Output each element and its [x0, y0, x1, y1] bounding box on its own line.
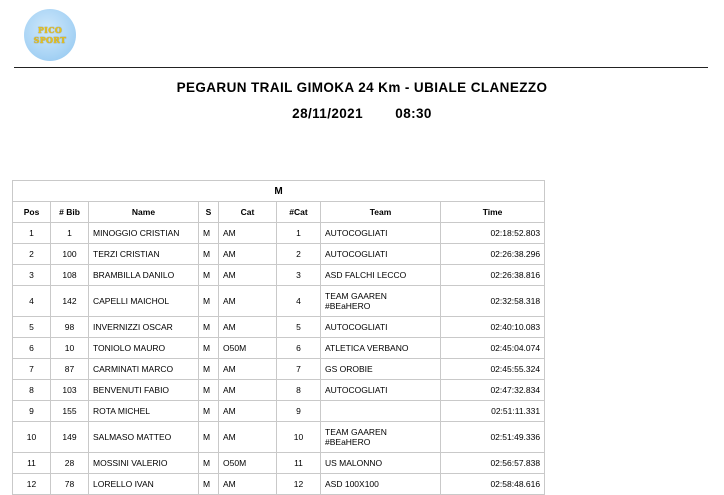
cell-pos: 3 — [13, 265, 51, 286]
cell-team — [321, 401, 441, 422]
cell-sex: M — [199, 380, 219, 401]
cell-sex: M — [199, 422, 219, 453]
event-time: 08:30 — [395, 106, 432, 121]
cell-cat: AM — [219, 474, 277, 495]
cell-team — [321, 223, 441, 244]
team-name-line2: #BEaHERO — [325, 437, 371, 447]
cell-cat-pos: 1 — [277, 223, 321, 244]
cell-bib: 87 — [51, 359, 89, 380]
cell-sex: M — [199, 317, 219, 338]
col-header-bib: # Bib — [51, 202, 89, 223]
cell-sex: M — [199, 338, 219, 359]
cell-name: TONIOLO MAURO — [89, 338, 199, 359]
cell-cat: O50M — [219, 453, 277, 474]
cell-time: 02:51:11.331 — [441, 401, 545, 422]
cell-sex: M — [199, 401, 219, 422]
cell-pos: 5 — [13, 317, 51, 338]
cell-pos: 8 — [13, 380, 51, 401]
cell-cat: AM — [219, 244, 277, 265]
cell-pos: 7 — [13, 359, 51, 380]
cell-cat-pos: 10 — [277, 422, 321, 453]
cell-team — [321, 317, 441, 338]
cell-sex: M — [199, 474, 219, 495]
cell-sex: M — [199, 286, 219, 317]
pico-sport-logo — [24, 9, 76, 61]
cell-cat: AM — [219, 359, 277, 380]
column-header-row — [13, 202, 545, 223]
cell-bib: 100 — [51, 244, 89, 265]
cell-name: MINOGGIO CRISTIAN — [89, 223, 199, 244]
cell-bib: 1 — [51, 223, 89, 244]
cell-time: 02:45:55.324 — [441, 359, 545, 380]
cell-team — [321, 244, 441, 265]
cell-name: BENVENUTI FABIO — [89, 380, 199, 401]
cell-bib: 149 — [51, 422, 89, 453]
cell-cat-pos: 11 — [277, 453, 321, 474]
cell-sex: M — [199, 265, 219, 286]
team-name: US MALONNO — [325, 458, 383, 468]
cell-name: BRAMBILLA DANILO — [89, 265, 199, 286]
col-header-pos: Pos — [13, 202, 51, 223]
team-name: ASD FALCHI LECCO — [325, 270, 407, 280]
cell-bib: 108 — [51, 265, 89, 286]
cell-team — [321, 380, 441, 401]
cell-time: 02:40:10.083 — [441, 317, 545, 338]
cell-time: 02:47:32.834 — [441, 380, 545, 401]
cell-pos: 11 — [13, 453, 51, 474]
table-row — [13, 265, 545, 286]
cell-team — [321, 474, 441, 495]
team-name: TEAM GAAREN — [325, 291, 387, 301]
col-header-cat-pos: #Cat — [277, 202, 321, 223]
cell-bib: 103 — [51, 380, 89, 401]
cell-cat: AM — [219, 380, 277, 401]
cell-cat-pos: 2 — [277, 244, 321, 265]
cell-cat: AM — [219, 286, 277, 317]
table-row — [13, 359, 545, 380]
cell-pos: 10 — [13, 422, 51, 453]
cell-pos: 1 — [13, 223, 51, 244]
cell-name: LORELLO IVAN — [89, 474, 199, 495]
cell-cat: AM — [219, 265, 277, 286]
cell-cat: AM — [219, 401, 277, 422]
cell-name: CARMINATI MARCO — [89, 359, 199, 380]
team-name: ASD 100X100 — [325, 479, 379, 489]
cell-cat: AM — [219, 422, 277, 453]
logo-text-line1: PICO — [37, 25, 63, 35]
cell-time: 02:58:48.616 — [441, 474, 545, 495]
cell-cat-pos: 3 — [277, 265, 321, 286]
cell-pos: 2 — [13, 244, 51, 265]
cell-cat-pos: 12 — [277, 474, 321, 495]
page-title: PEGARUN TRAIL GIMOKA 24 Km - UBIALE CLANEZZO — [176, 80, 548, 95]
cell-time: 02:56:57.838 — [441, 453, 545, 474]
col-header-sex: S — [199, 202, 219, 223]
group-label: M — [13, 181, 545, 202]
cell-bib: 98 — [51, 317, 89, 338]
results-body — [13, 223, 545, 495]
table-row — [13, 244, 545, 265]
cell-time: 02:26:38.296 — [441, 244, 545, 265]
cell-cat-pos: 8 — [277, 380, 321, 401]
event-date: 28/11/2021 — [292, 106, 363, 121]
cell-time: 02:32:58.318 — [441, 286, 545, 317]
team-name: AUTOCOGLIATI — [325, 322, 388, 332]
team-name: TEAM GAAREN — [325, 427, 387, 437]
cell-team — [321, 338, 441, 359]
cell-name: TERZI CRISTIAN — [89, 244, 199, 265]
table-row — [13, 474, 545, 495]
cell-pos: 6 — [13, 338, 51, 359]
logo-text-line2: SPORT — [33, 35, 67, 45]
table-row — [13, 422, 545, 453]
cell-cat-pos: 4 — [277, 286, 321, 317]
cell-time: 02:18:52.803 — [441, 223, 545, 244]
cell-sex: M — [199, 223, 219, 244]
cell-cat-pos: 9 — [277, 401, 321, 422]
team-name: GS OROBIE — [325, 364, 373, 374]
cell-team — [321, 359, 441, 380]
cell-cat-pos: 5 — [277, 317, 321, 338]
cell-pos: 9 — [13, 401, 51, 422]
group-header-row — [13, 181, 545, 202]
header-divider — [14, 67, 708, 68]
cell-pos: 4 — [13, 286, 51, 317]
cell-time: 02:26:38.816 — [441, 265, 545, 286]
event-datetime — [0, 106, 724, 121]
cell-team — [321, 453, 441, 474]
team-name: AUTOCOGLIATI — [325, 228, 388, 238]
cell-pos: 12 — [13, 474, 51, 495]
cell-name: ROTA MICHEL — [89, 401, 199, 422]
results-table — [12, 180, 545, 495]
cell-bib: 155 — [51, 401, 89, 422]
cell-name: MOSSINI VALERIO — [89, 453, 199, 474]
cell-team — [321, 422, 441, 453]
team-name-line2: #BEaHERO — [325, 301, 371, 311]
cell-time: 02:45:04.074 — [441, 338, 545, 359]
cell-sex: M — [199, 359, 219, 380]
team-name: AUTOCOGLIATI — [325, 249, 388, 259]
cell-name: SALMASO MATTEO — [89, 422, 199, 453]
table-row — [13, 453, 545, 474]
cell-cat: AM — [219, 223, 277, 244]
col-header-name: Name — [89, 202, 199, 223]
cell-bib: 78 — [51, 474, 89, 495]
cell-cat: AM — [219, 317, 277, 338]
cell-cat-pos: 7 — [277, 359, 321, 380]
col-header-cat: Cat — [219, 202, 277, 223]
cell-team — [321, 286, 441, 317]
team-name: ATLETICA VERBANO — [325, 343, 409, 353]
team-name: AUTOCOGLIATI — [325, 385, 388, 395]
col-header-team: Team — [321, 202, 441, 223]
table-row — [13, 317, 545, 338]
table-row — [13, 338, 545, 359]
table-row — [13, 380, 545, 401]
cell-cat: O50M — [219, 338, 277, 359]
cell-time: 02:51:49.336 — [441, 422, 545, 453]
cell-bib: 10 — [51, 338, 89, 359]
table-row — [13, 286, 545, 317]
cell-name: INVERNIZZI OSCAR — [89, 317, 199, 338]
cell-sex: M — [199, 453, 219, 474]
cell-sex: M — [199, 244, 219, 265]
table-row — [13, 401, 545, 422]
cell-team — [321, 265, 441, 286]
cell-name: CAPELLI MAICHOL — [89, 286, 199, 317]
cell-bib: 28 — [51, 453, 89, 474]
table-row — [13, 223, 545, 244]
col-header-time: Time — [441, 202, 545, 223]
cell-bib: 142 — [51, 286, 89, 317]
cell-cat-pos: 6 — [277, 338, 321, 359]
